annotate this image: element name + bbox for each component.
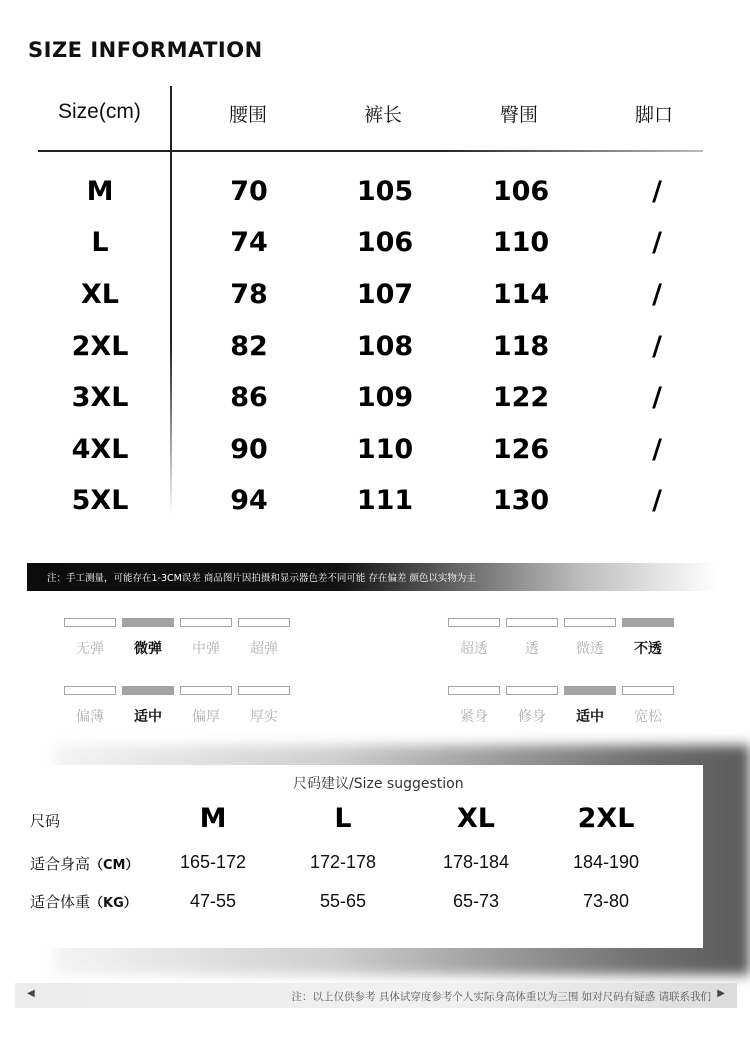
cell-size: 4XL [71, 434, 129, 465]
scale-label: 微弹 [134, 641, 162, 657]
cell-hip: 110 [492, 227, 550, 258]
cell-size: 3XL [71, 382, 129, 413]
cell-waist: 78 [230, 279, 268, 310]
scale-segment [238, 618, 290, 627]
scale-segment [564, 686, 616, 695]
cell-hem: / [652, 434, 662, 465]
cell-waist: 94 [230, 485, 268, 516]
scale-segment [64, 686, 116, 695]
weight-range: 55-65 [319, 891, 367, 911]
cell-hem: / [652, 227, 662, 258]
scale-segment [238, 686, 290, 695]
cell-hem: / [652, 279, 662, 310]
footer-text: 注：以上仅供参考 具体试穿度参考个人实际身高体重以为三围 如对尺码有疑惑 请联系我们 [291, 991, 711, 1003]
cell-waist: 70 [230, 176, 268, 207]
cell-size: L [91, 227, 109, 258]
cell-hem: / [652, 331, 662, 362]
scale-segment [506, 618, 558, 627]
cell-hip: 106 [492, 176, 550, 207]
scale-label: 超透 [460, 641, 488, 657]
scale-label: 紧身 [460, 709, 488, 725]
height-row-label: 适合身高（CM） [30, 855, 139, 873]
cell-waist: 74 [230, 227, 268, 258]
scale-label: 偏厚 [192, 709, 220, 725]
scale-segment [180, 618, 232, 627]
height-range: 165-172 [179, 852, 247, 872]
scale-label: 微透 [576, 641, 604, 657]
weight-range: 47-55 [189, 891, 237, 911]
header-size: Size(cm) [58, 100, 141, 123]
cell-length: 107 [356, 279, 414, 310]
cell-size: 2XL [71, 331, 129, 362]
cell-length: 108 [356, 331, 414, 362]
suggested-size: L [334, 803, 352, 834]
left-arrow-icon[interactable]: ◀ [27, 988, 35, 999]
suggested-size: XL [456, 803, 496, 834]
cell-waist: 82 [230, 331, 268, 362]
weight-row-label: 适合体重（KG） [30, 893, 137, 911]
weight-unit: （KG） [90, 896, 137, 911]
cell-length: 106 [356, 227, 414, 258]
cell-size: M [86, 176, 114, 207]
scale-label: 偏薄 [76, 709, 104, 725]
weight-range: 65-73 [452, 891, 500, 911]
cell-waist: 86 [230, 382, 268, 413]
cell-hip: 122 [492, 382, 550, 413]
cell-size: 5XL [71, 485, 129, 516]
scale-segment [180, 686, 232, 695]
cell-hip: 118 [492, 331, 550, 362]
scale-segment [122, 686, 174, 695]
header-hem: 脚口 [635, 104, 674, 126]
scale-segment [448, 686, 500, 695]
scale-label: 厚实 [250, 709, 278, 725]
cell-hem: / [652, 176, 662, 207]
note-bar [27, 563, 717, 591]
note-text: 注：手工测量，可能存在1-3CM误差 商品图片因拍摄和显示器色差不同可能 存在偏差 颜色以实物为主 [47, 573, 476, 584]
right-arrow-icon[interactable]: ▶ [717, 988, 725, 999]
height-unit: （CM） [90, 858, 139, 873]
scale-label: 适中 [134, 709, 162, 725]
cell-hem: / [652, 485, 662, 516]
scale-segment [64, 618, 116, 627]
cell-waist: 90 [230, 434, 268, 465]
cell-length: 111 [356, 485, 414, 516]
scale-label: 透 [525, 641, 539, 657]
footer-note-bar [15, 983, 737, 1008]
header-length: 裤长 [364, 104, 403, 126]
scale-segment [622, 686, 674, 695]
scale-label: 中弹 [192, 641, 220, 657]
suggested-size: M [199, 803, 227, 834]
suggestion-title: 尺码建议/Size suggestion [293, 776, 464, 792]
scale-segment [622, 618, 674, 627]
scale-label: 无弹 [76, 641, 104, 657]
scale-label: 宽松 [634, 709, 662, 725]
scale-segment [448, 618, 500, 627]
header-hip: 臀围 [500, 104, 539, 126]
scale-label: 适中 [576, 709, 604, 725]
cell-size: XL [80, 279, 120, 310]
column-divider [170, 86, 172, 516]
suggested-size: 2XL [577, 803, 635, 834]
scale-label: 修身 [518, 709, 546, 725]
header-waist: 腰围 [229, 104, 268, 126]
height-range: 178-184 [442, 852, 510, 872]
height-range: 172-178 [309, 852, 377, 872]
scale-segment [564, 618, 616, 627]
scale-label: 超弹 [250, 641, 278, 657]
cell-length: 105 [356, 176, 414, 207]
cell-hip: 126 [492, 434, 550, 465]
weight-range: 73-80 [582, 891, 630, 911]
cell-hip: 114 [492, 279, 550, 310]
scale-segment [506, 686, 558, 695]
cell-length: 110 [356, 434, 414, 465]
scale-label: 不透 [634, 641, 662, 657]
size-row-label: 尺码 [30, 812, 61, 830]
cell-hem: / [652, 382, 662, 413]
cell-hip: 130 [492, 485, 550, 516]
scale-segment [122, 618, 174, 627]
height-range: 184-190 [572, 852, 640, 872]
cell-length: 109 [356, 382, 414, 413]
header-divider [38, 150, 703, 152]
page-title: SIZE INFORMATION [28, 38, 263, 62]
